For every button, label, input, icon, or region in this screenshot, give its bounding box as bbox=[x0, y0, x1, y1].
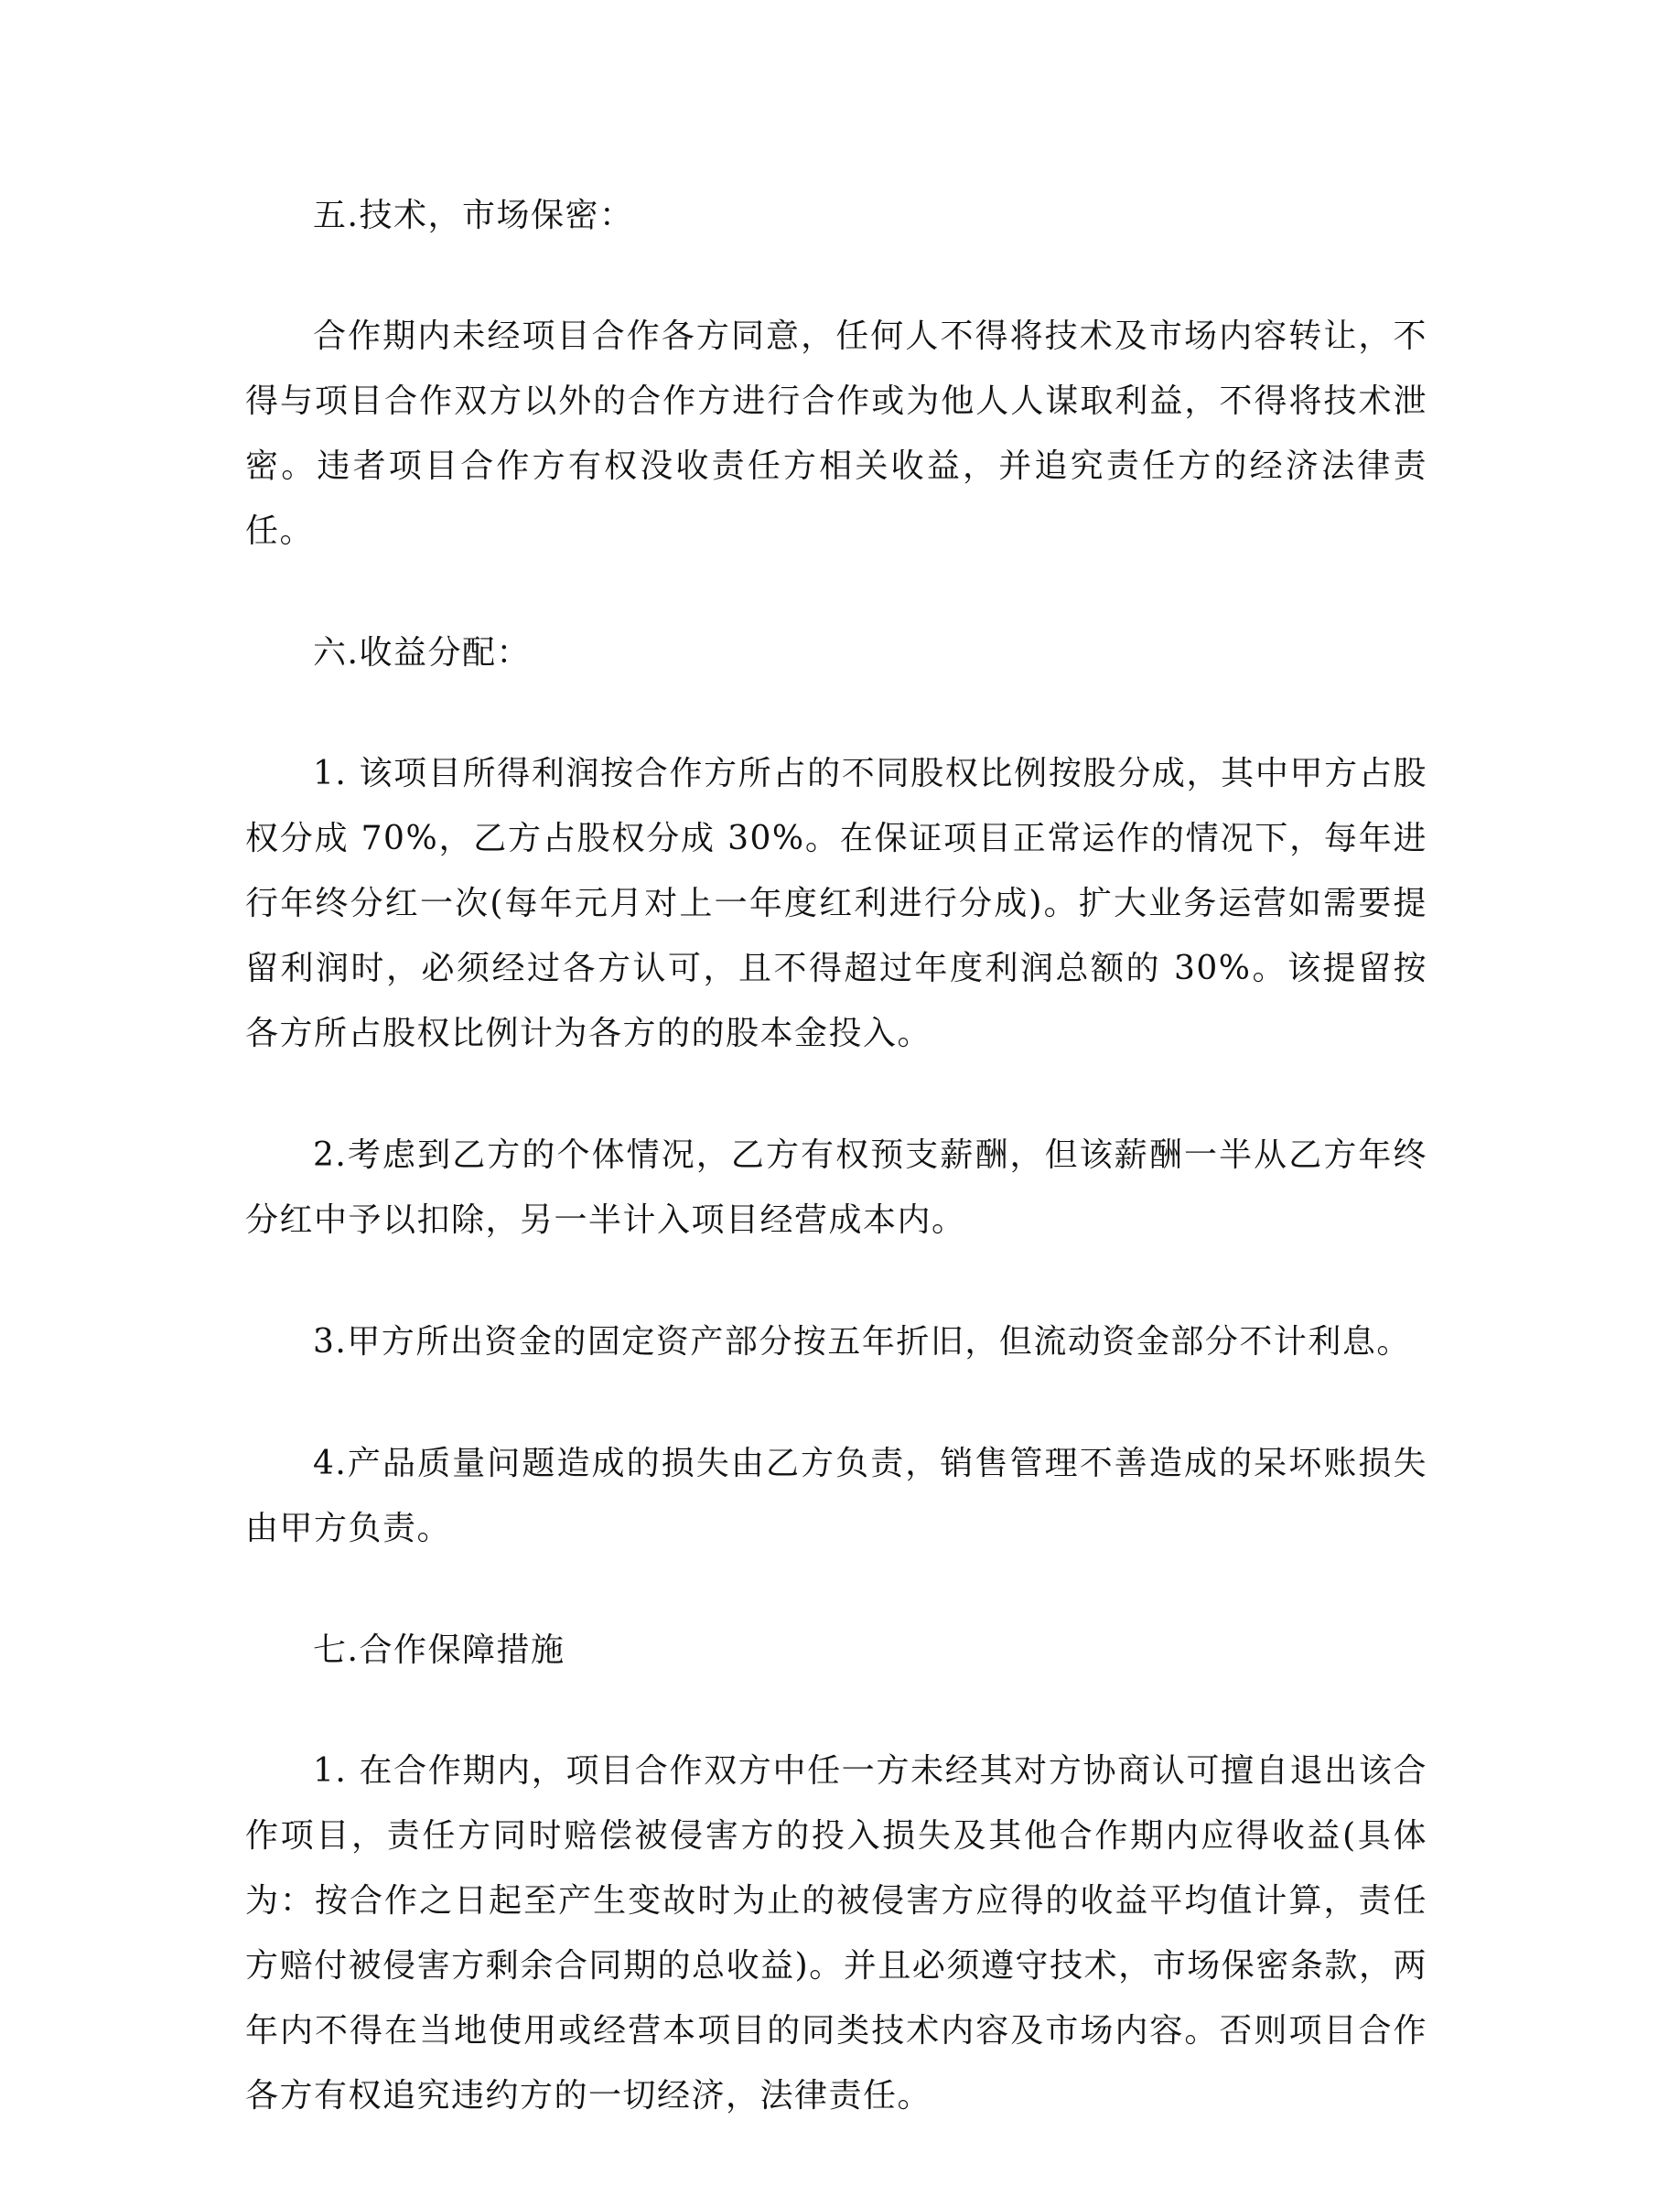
section-heading-5: 五.技术，市场保密： bbox=[313, 197, 634, 234]
document-page bbox=[245, 183, 1427, 2185]
section-heading-7: 七.合作保障措施 bbox=[313, 1631, 565, 1669]
safeguard-clause-1: 1. 在合作期内，项目合作双方中任一方未经其对方协商认可擅自退出该合作项目，责任方同时赔偿被侵害方的投入损失及其他合作期内应得收益(具体为：按合作之日起至产生变故时为止的被侵害方应得的收益平均值计算，责任方赔付被侵害方剩余合同期的总收益)。并且必须遵守技术，市场保密条款，两年内不得在当地使用或经营本项目的同类技术内容及市场内容。否则项目合作各方有权追究违约方的一切经济，法律责任。 bbox=[245, 1752, 1427, 2115]
profit-clause-3: 3.甲方所出资金的固定资产部分按五年折旧，但流动资金部分不计利息。 bbox=[313, 1323, 1411, 1361]
profit-clause-4: 4.产品质量问题造成的损失由乙方负责，销售管理不善造成的呆坏账损失由甲方负责。 bbox=[245, 1445, 1427, 1547]
profit-clause-2: 2.考虑到乙方的个体情况，乙方有权预支薪酬，但该薪酬一半从乙方年终分红中予以扣除，另一半计入项目经营成本内。 bbox=[245, 1136, 1427, 1239]
confidentiality-paragraph: 合作期内未经项目合作各方同意，任何人不得将技术及市场内容转让，不得与项目合作双方以外的合作方进行合作或为他人人谋取利益，不得将技术泄密。违者项目合作方有权没收责任方相关收益，并追究责任方的经济法律责任。 bbox=[245, 318, 1427, 550]
profit-clause-1: 1. 该项目所得利润按合作方所占的不同股权比例按股分成，其中甲方占股权分成 70%，乙方占股权分成 30%。在保证项目正常运作的情况下，每年进行年终分红一次(每年元月对上一年度红利进行分成)。扩大业务运营如需要提留利润时，必须经过各方认可，且不得超过年度利润总额的 30%。该提留按各方所占股权比例计为各方的的股本金投入。 bbox=[245, 755, 1427, 1052]
section-heading-6: 六.收益分配： bbox=[313, 634, 531, 672]
